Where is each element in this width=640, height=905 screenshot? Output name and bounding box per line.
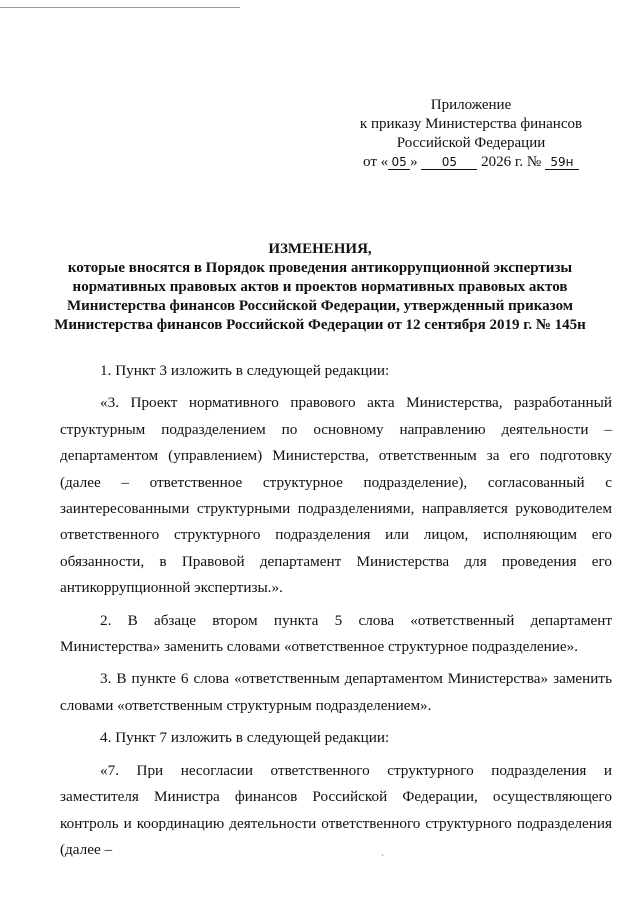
paragraph-item-2: 2. В абзаце втором пункта 5 слова «ответственный департамент Министерства» заменить словами «ответственное структурное подразделение». bbox=[60, 611, 612, 656]
paragraph-item-1: 1. Пункт 3 изложить в следующей редакции: bbox=[100, 362, 390, 379]
date-month: 05 bbox=[421, 155, 477, 170]
date-prefix: от « bbox=[363, 154, 389, 170]
paragraph-quote-7: «7. При несогласии ответственного структурного подразделения и заместителя Министра финансов Российской Федерации, осуществляющего контроль и координацию деятельности ответственного структурного подразделения (далее – bbox=[60, 761, 612, 858]
document-body bbox=[60, 358, 612, 863]
date-day-close: » bbox=[410, 154, 418, 170]
date-day: 05 bbox=[388, 155, 410, 170]
date-year: 2026 г. № bbox=[481, 154, 542, 170]
appendix-block bbox=[340, 96, 602, 172]
appendix-ministry: Российской Федерации bbox=[396, 135, 546, 151]
paragraph-quote-3: «3. Проект нормативного правового акта Министерства, разработанный структурным подразделением по основному направлению деятельности – департаментом (управлением) Министерства, ответственным за его подготовку (далее – ответственное структурное подразделение), согласованный с заинтересованными структурными подразделениями, направляется руководителем ответственного структурного подразделения или лицом, исполняющим его обязанности, в Правовой департамент Министерства для проведения его антикоррупционной экспертизы.». bbox=[60, 394, 612, 597]
title-line-1: которые вносятся в Порядок проведения антикоррупционной экспертизы bbox=[67, 260, 573, 276]
document-title bbox=[40, 240, 600, 335]
paragraph-item-4: 4. Пункт 7 изложить в следующей редакции: bbox=[100, 729, 390, 747]
order-number: 59н bbox=[545, 155, 579, 170]
title-line-2: нормативных правовых актов и проектов нормативных правовых актов bbox=[72, 279, 568, 295]
title-line-4: Министерства финансов Российской Федерации от 12 сентября 2019 г. № 145н bbox=[54, 317, 586, 333]
paragraph-item-3: 3. В пункте 6 слова «ответственным департаментом Министерства» заменить словами «ответственным структурным подразделением». bbox=[60, 670, 612, 714]
title-heading: ИЗМЕНЕНИЯ, bbox=[268, 241, 372, 257]
scan-edge-line bbox=[0, 7, 240, 8]
appendix-order-ref: к приказу Министерства финансов bbox=[359, 116, 583, 132]
appendix-date-line bbox=[340, 153, 602, 172]
scan-mark: ` bbox=[381, 853, 384, 863]
appendix-label: Приложение bbox=[430, 97, 512, 113]
title-line-3: Министерства финансов Российской Федерации, утвержденный приказом bbox=[66, 298, 574, 314]
